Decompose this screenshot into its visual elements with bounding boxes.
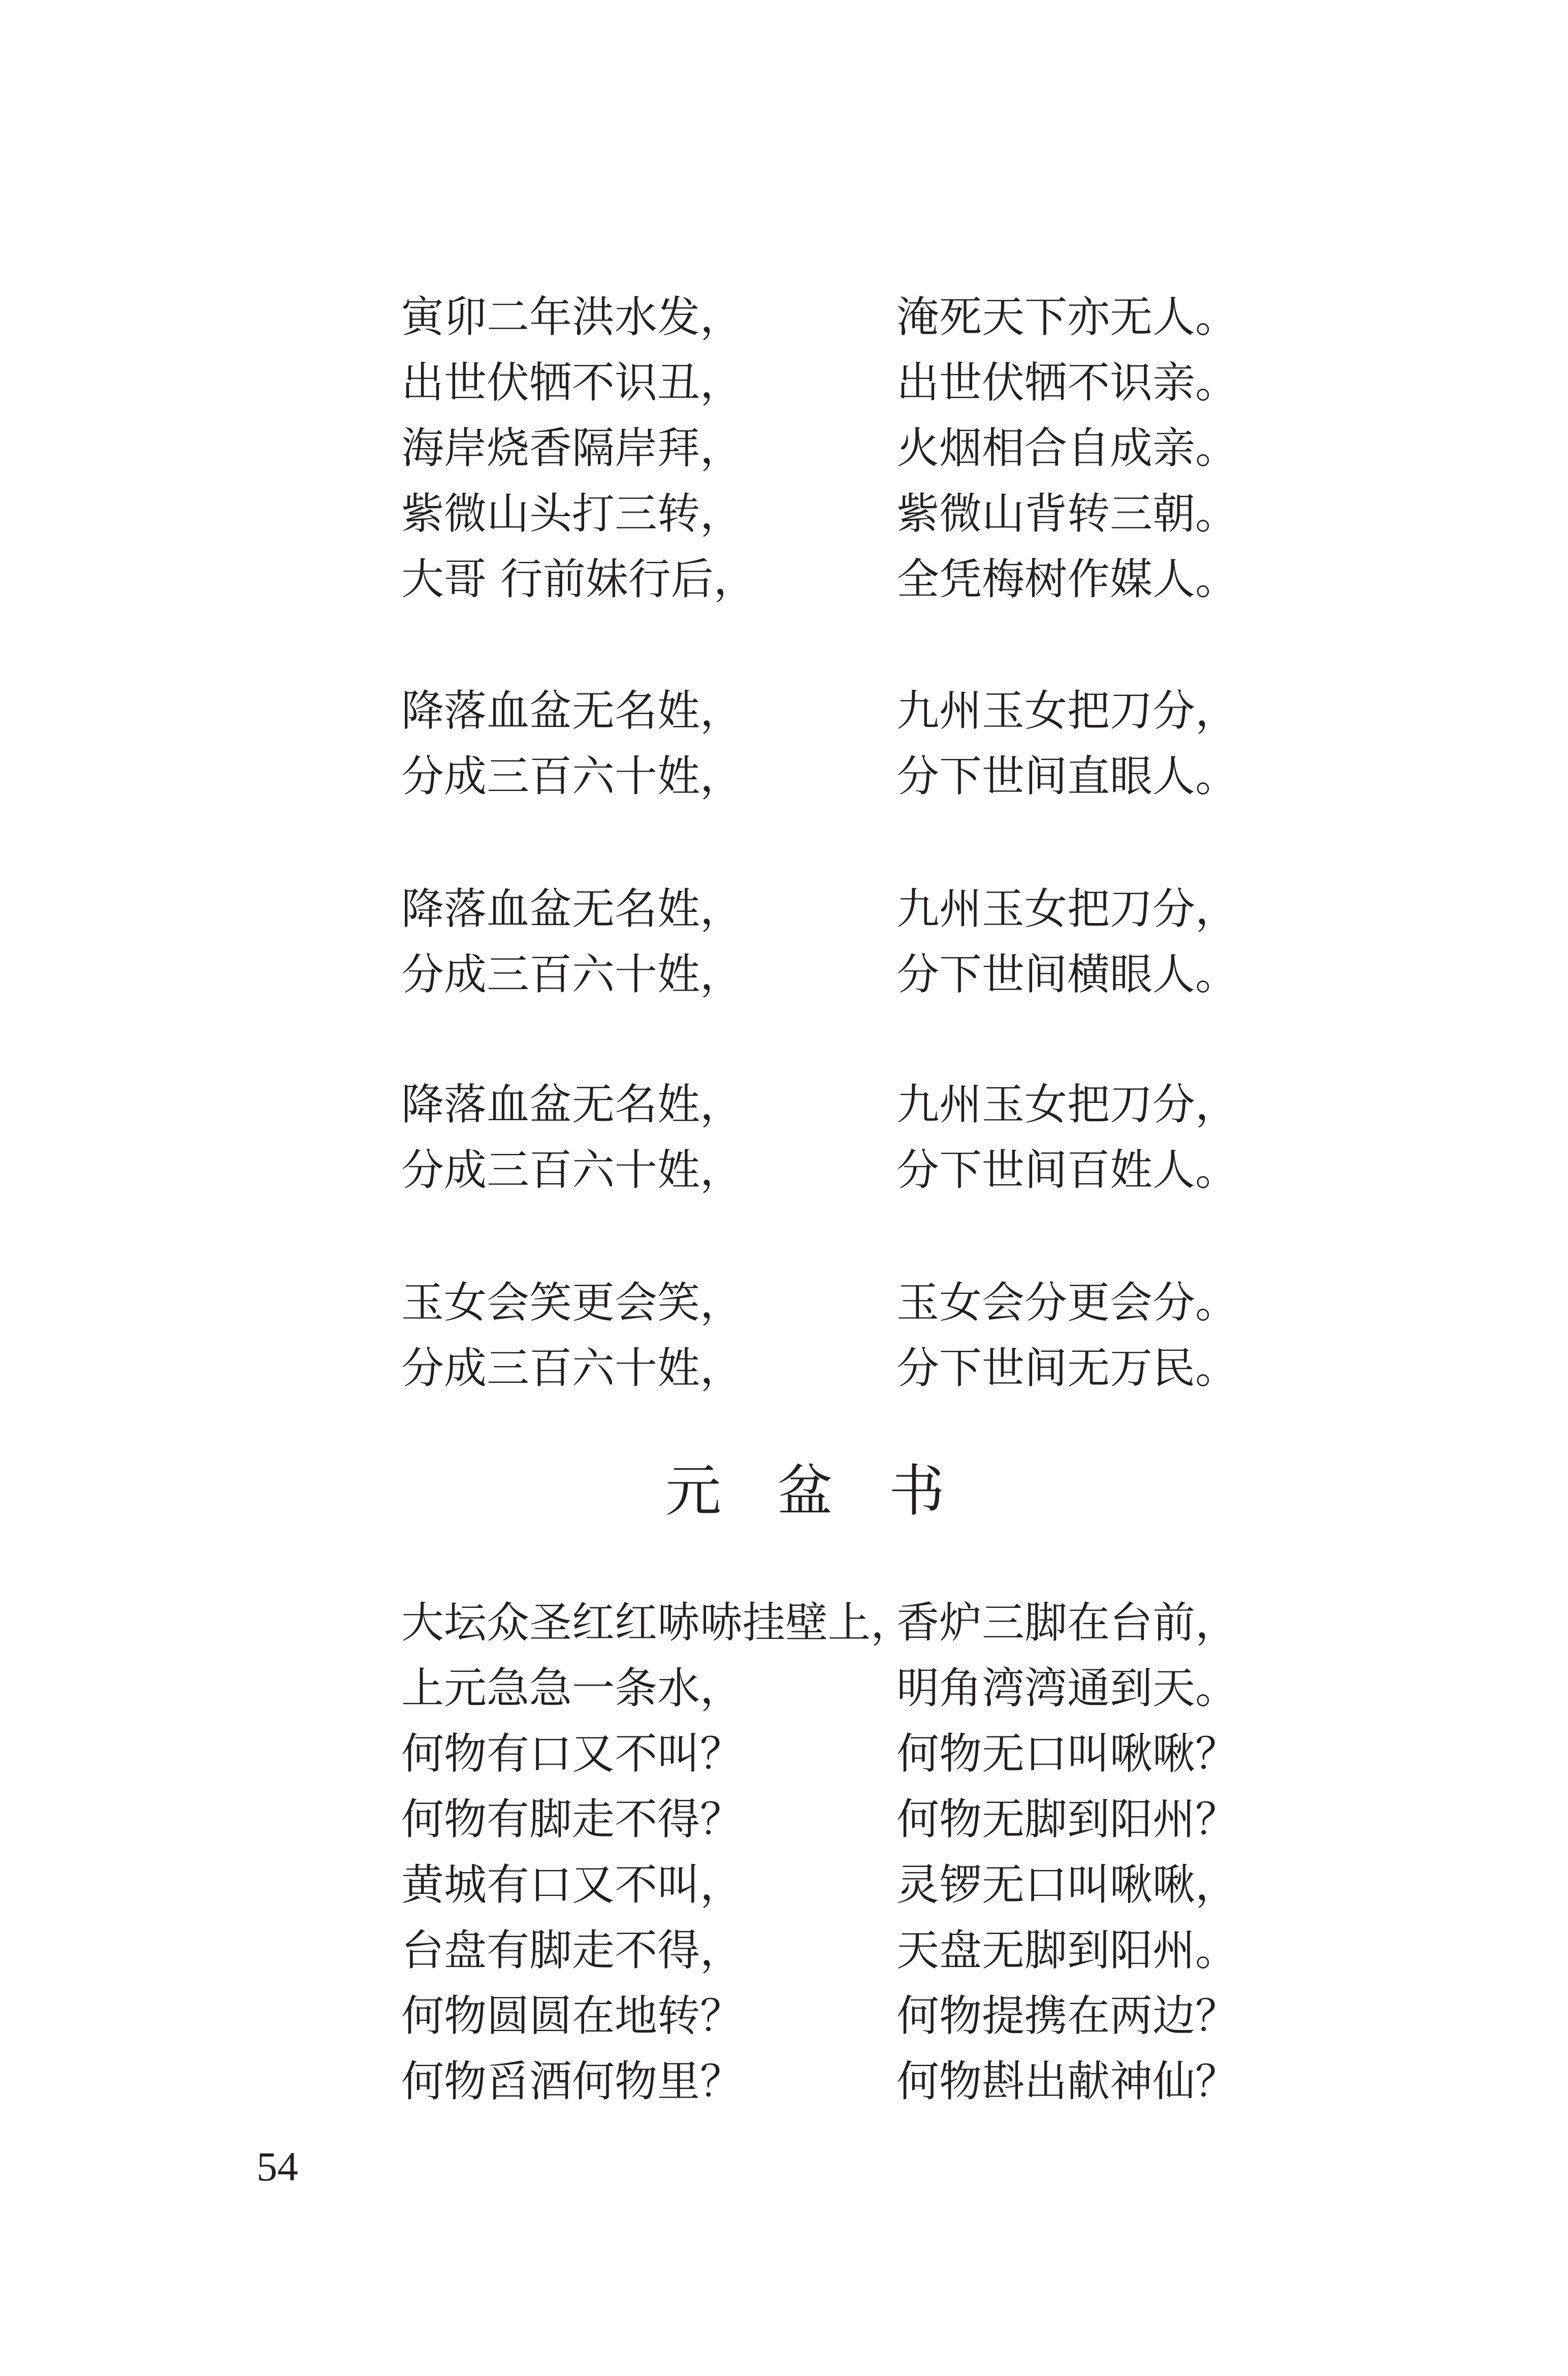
line-left: 大哥 行前妹行后， bbox=[401, 554, 756, 604]
line-right: 火烟相合自成亲。 bbox=[897, 423, 1238, 473]
verse-line bbox=[401, 1656, 1238, 1721]
verse-line bbox=[401, 1721, 1238, 1787]
verse-line bbox=[401, 416, 1238, 481]
page-number: 54 bbox=[257, 2143, 298, 2190]
verse-line bbox=[401, 2049, 1238, 2114]
section-verses bbox=[401, 1590, 1238, 2114]
line-left: 何物舀酒何物里？ bbox=[401, 2056, 743, 2106]
line-right: 九州玉女把刀分， bbox=[897, 884, 1238, 934]
line-right: 灵锣无口叫啾啾， bbox=[897, 1860, 1238, 1910]
stanza-1 bbox=[401, 284, 1238, 612]
line-left: 降落血盆无名姓， bbox=[401, 686, 743, 736]
verse-line bbox=[401, 1336, 1238, 1401]
line-left: 台盘有脚走不得， bbox=[401, 1925, 743, 1975]
line-right: 分下世间百姓人。 bbox=[897, 1145, 1238, 1195]
line-left: 降落血盆无名姓， bbox=[401, 1080, 743, 1129]
line-left: 海岸烧香隔岸拜， bbox=[401, 423, 743, 473]
line-right: 香炉三脚在台前， bbox=[897, 1598, 1238, 1648]
line-left: 紫微山头打三转， bbox=[401, 489, 743, 538]
line-right: 何物无口叫啾啾？ bbox=[897, 1729, 1238, 1779]
line-right: 分下世间直眼人。 bbox=[897, 751, 1238, 801]
line-left: 分成三百六十姓， bbox=[401, 1343, 743, 1393]
line-left: 玉女会笑更会笑， bbox=[401, 1278, 743, 1327]
stanza-5 bbox=[401, 1270, 1238, 1401]
line-right: 紫微山背转三朝。 bbox=[897, 489, 1238, 538]
verse-line bbox=[401, 1787, 1238, 1852]
line-right: 九州玉女把刀分， bbox=[897, 686, 1238, 736]
verse-line bbox=[401, 1983, 1238, 2049]
line-right: 出世伏牺不识亲。 bbox=[897, 358, 1238, 407]
verse-line bbox=[401, 1072, 1238, 1137]
verse-line bbox=[401, 942, 1238, 1007]
verse-line bbox=[401, 481, 1238, 547]
line-left: 分成三百六十姓， bbox=[401, 1145, 743, 1195]
verse-line bbox=[401, 547, 1238, 612]
stanza-3 bbox=[401, 876, 1238, 1007]
verse-line bbox=[401, 1270, 1238, 1336]
verse-line bbox=[401, 876, 1238, 942]
line-left: 大坛众圣红红哧哧挂壁上， bbox=[401, 1598, 914, 1648]
line-right: 明角湾湾通到天。 bbox=[897, 1663, 1238, 1713]
line-left: 出世伏牺不识丑， bbox=[401, 358, 743, 407]
verse-line bbox=[401, 284, 1238, 350]
line-right: 何物斟出献神仙？ bbox=[897, 2056, 1238, 2106]
line-left: 分成三百六十姓， bbox=[401, 751, 743, 801]
line-right: 全凭梅树作媒人。 bbox=[897, 554, 1238, 604]
line-right: 天盘无脚到阳州。 bbox=[897, 1925, 1238, 1975]
verse-line bbox=[401, 1852, 1238, 1918]
line-left: 何物有口又不叫？ bbox=[401, 1729, 743, 1779]
stanza-2 bbox=[401, 678, 1238, 809]
verse-line bbox=[401, 678, 1238, 744]
line-left: 降落血盆无名姓， bbox=[401, 884, 743, 934]
verse-line bbox=[401, 1590, 1238, 1656]
line-left: 黄城有口又不叫， bbox=[401, 1860, 743, 1910]
section-title: 元盆书 bbox=[665, 1459, 1001, 1524]
stanza-4 bbox=[401, 1072, 1238, 1203]
line-right: 分下世间横眼人。 bbox=[897, 949, 1238, 999]
line-right: 九州玉女把刀分， bbox=[897, 1080, 1238, 1129]
line-right: 淹死天下亦无人。 bbox=[897, 292, 1238, 342]
line-left: 分成三百六十姓， bbox=[401, 949, 743, 999]
line-right: 分下世间无万民。 bbox=[897, 1343, 1238, 1393]
line-left: 寅卯二年洪水发， bbox=[401, 292, 743, 342]
verse-line bbox=[401, 350, 1238, 416]
verse-line bbox=[401, 744, 1238, 809]
verse-line bbox=[401, 1918, 1238, 1983]
line-right: 玉女会分更会分。 bbox=[897, 1278, 1238, 1327]
line-right: 何物无脚到阳州？ bbox=[897, 1794, 1238, 1844]
verse-line bbox=[401, 1137, 1238, 1203]
line-left: 上元急急一条水， bbox=[401, 1663, 743, 1713]
line-left: 何物圆圆在地转？ bbox=[401, 1991, 743, 2041]
line-right: 何物提携在两边？ bbox=[897, 1991, 1238, 2041]
line-left: 何物有脚走不得？ bbox=[401, 1794, 743, 1844]
